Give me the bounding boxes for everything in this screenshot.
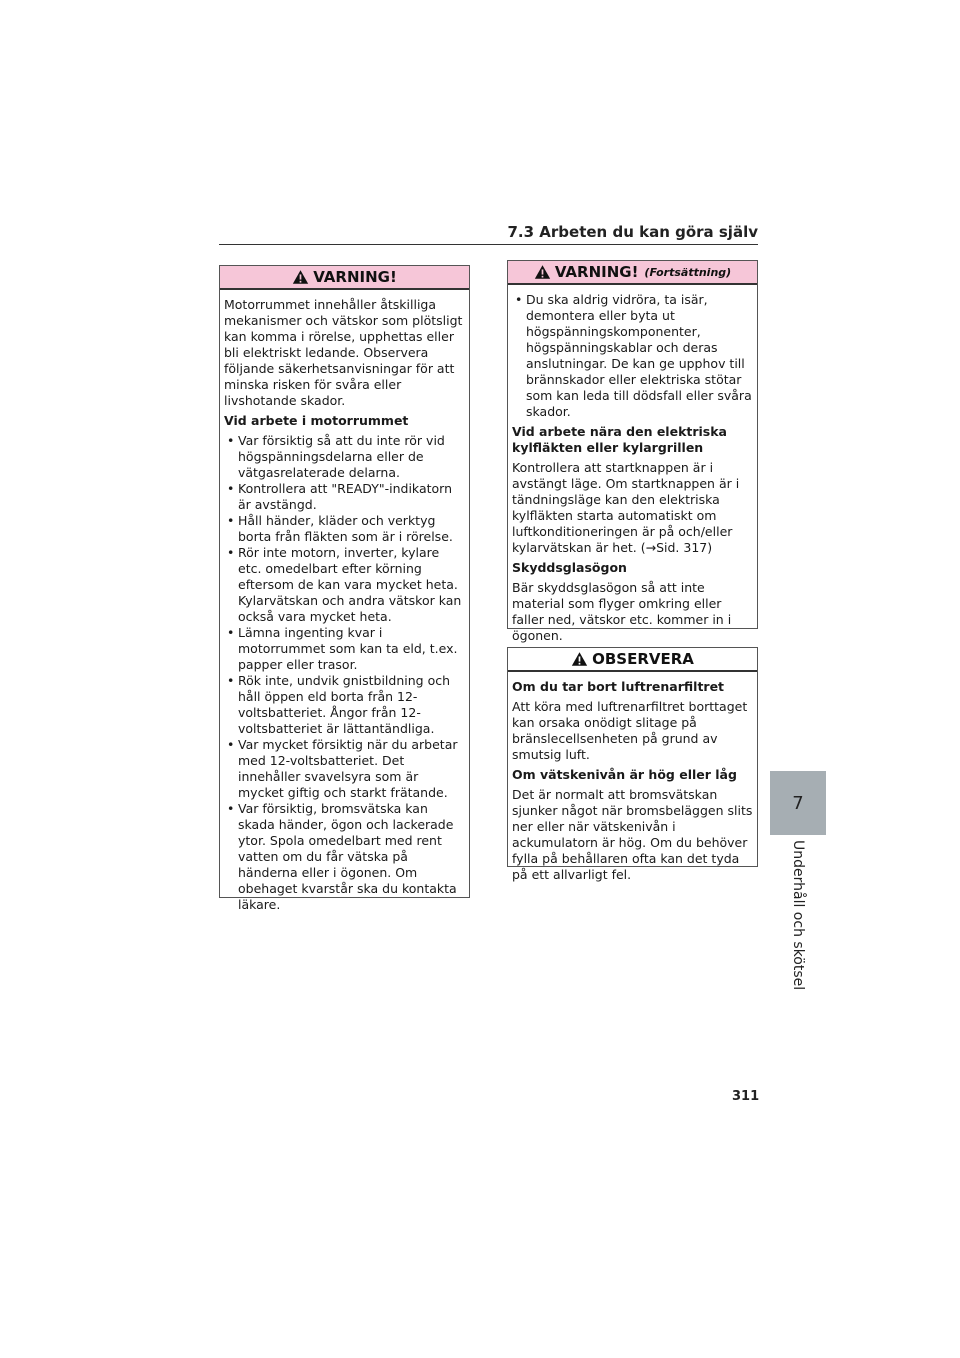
cooling-fan-section-title: Vid arbete nära den elektriska kylfläkten eller kylargrillen bbox=[512, 424, 727, 455]
cooling-fan-section-text: Kontrollera att startknappen är i avstängt läge. Om startknappen är i tändningsläge kan den elektriska kylfläkten starta automatiskt om luftkonditioneringen är på och/eller kylarvätskan är het. (→Sid. 317) bbox=[512, 460, 740, 555]
notice-box bbox=[507, 647, 758, 882]
warning-section-title: Vid arbete i motorrummet bbox=[224, 413, 409, 428]
list-item: • Håll händer, kläder och verktyg borta från fläkten som är i rörelse. bbox=[224, 513, 465, 545]
section-header-title: 7.3 Arbeten du kan göra själv bbox=[507, 223, 758, 241]
notice-heading-text: OBSERVERA bbox=[592, 650, 694, 668]
fluid-level-section-text: Det är normalt att bromsvätskan sjunker något när bromsbeläggen slits ner eller när vätskenivån i ackumulatorn är hög. Om du behöver fylla på behållaren ofta kan det tyda på ett allvarligt fel. bbox=[512, 787, 753, 882]
safety-glasses-section-title: Skyddsglasögon bbox=[512, 560, 627, 575]
warning-box-heading bbox=[220, 266, 469, 290]
page-number: 311 bbox=[732, 1089, 760, 1104]
list-item: • Rör inte motorn, inverter, kylare etc. omedelbart efter körning eftersom de kan vara mycket heta. Kylarvätskan och andra vätskor kan också vara mycket heta. bbox=[224, 545, 465, 625]
warning-continued-heading bbox=[508, 261, 757, 285]
warning-bullet-list bbox=[224, 433, 465, 913]
fluid-level-section-title: Om vätskenivån är hög eller låg bbox=[512, 767, 737, 782]
list-item: • Var mycket försiktig när du arbetar med 12-voltsbatteriet. Det innehåller svavelsyra som är mycket giftig och starkt frätande. bbox=[224, 737, 465, 801]
air-filter-section-title: Om du tar bort luftrenarfiltret bbox=[512, 679, 725, 694]
chapter-tab[interactable] bbox=[770, 771, 826, 835]
list-item: • Kontrollera att "READY"-indikatorn är avstängd. bbox=[224, 481, 465, 513]
list-item: • Var försiktig så att du inte rör vid högspänningsdelarna eller de vätgasrelaterade delarna. bbox=[224, 433, 465, 481]
warning-continued-bullet-list bbox=[512, 292, 753, 420]
air-filter-section-text: Att köra med luftrenarfiltret borttaget kan orsaka onödigt slitage på bränslecellsenheten på grund av smutsig luft. bbox=[512, 699, 748, 762]
chapter-number: 7 bbox=[792, 792, 804, 814]
warning-continued-box bbox=[507, 260, 758, 643]
warning-triangle-icon bbox=[292, 269, 309, 285]
warning-heading-text: VARNING! bbox=[313, 268, 397, 286]
header-rule bbox=[219, 244, 758, 245]
list-item: • Rök inte, undvik gnistbildning och håll öppen eld borta från 12-voltsbatteriet. Ångor från 12-voltsbatteriet är lättantändliga. bbox=[224, 673, 465, 737]
chapter-label-text: Underhåll och skötsel bbox=[790, 840, 806, 991]
warning-triangle-icon bbox=[534, 264, 551, 280]
warning-continued-heading-text: VARNING! bbox=[554, 263, 639, 281]
continued-label: (Fortsättning) bbox=[644, 265, 732, 279]
safety-glasses-section-text: Bär skyddsglasögon så att inte material som flyger omkring eller faller ned, vätskor etc. kommer in i ögonen. bbox=[512, 580, 732, 643]
warning-triangle-icon bbox=[571, 651, 588, 667]
warning-intro: Motorrummet innehåller åtskilliga mekanismer och vätskor som plötsligt kan komma i rörelse, upphettas eller bli elektriskt ledande. Observera följande säkerhetsanvisningar för att minska risken för svåra eller livshotande skador. bbox=[224, 297, 463, 408]
list-item: • Du ska aldrig vidröra, ta isär, demontera eller byta ut högspänningskomponenter, högspänningskablar och deras anslutningar. De kan ge upphov till brännskador eller elektriska stötar som kan leda till dödsfall eller svåra skador. bbox=[512, 292, 753, 420]
list-item: • Lämna ingenting kvar i motorrummet som kan ta eld, t.ex. papper eller trasor. bbox=[224, 625, 465, 673]
list-item: • Var försiktig, bromsvätska kan skada händer, ögon och lackerade ytor. Spola omedelbart med rent vatten om du får vätska på händerna eller i ögonen. Om obehaget kvarstår ska du kontakta läkare. bbox=[224, 801, 465, 913]
warning-box bbox=[219, 265, 470, 912]
notice-box-heading bbox=[508, 648, 757, 672]
